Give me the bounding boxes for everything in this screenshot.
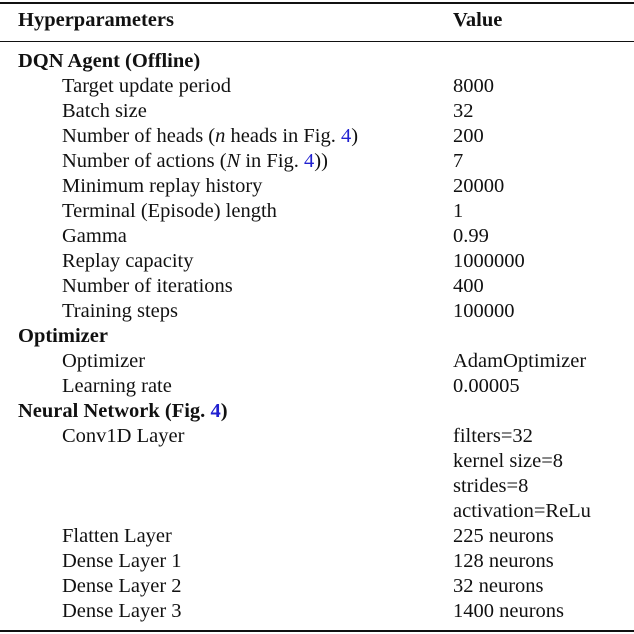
table-header — [0, 8, 634, 33]
table-row — [0, 174, 634, 199]
table-row-continuation — [0, 499, 634, 524]
table-row — [0, 199, 634, 224]
figure-reference-link[interactable]: 4 — [304, 150, 315, 172]
table-row-continuation — [0, 474, 634, 499]
row-value: 1400 neurons — [453, 600, 565, 622]
row-value: filters=32 — [453, 425, 533, 447]
row-value: 20000 — [453, 175, 505, 197]
table-row — [0, 224, 634, 249]
header-value: Value — [453, 9, 503, 31]
row-value: 1 — [453, 200, 464, 222]
table-row — [0, 574, 634, 599]
label-text: )) — [314, 150, 328, 172]
table-row-continuation — [0, 449, 634, 474]
label-text: in Fig. — [240, 150, 305, 172]
top-rule — [0, 2, 634, 4]
row-label: Training steps — [62, 300, 178, 322]
row-value: AdamOptimizer — [453, 350, 587, 372]
row-value: 8000 — [453, 75, 494, 97]
row-label: Dense Layer 3 — [62, 600, 182, 622]
row-label: Number of iterations — [62, 275, 233, 297]
row-value: 400 — [453, 275, 484, 297]
row-label: Gamma — [62, 225, 127, 247]
row-label: Optimizer — [62, 350, 146, 372]
row-label: Dense Layer 2 — [62, 575, 182, 597]
table-row — [0, 374, 634, 399]
row-value: 200 — [453, 125, 484, 147]
figure-reference-link[interactable]: 4 — [340, 125, 352, 147]
table-row — [0, 274, 634, 299]
table-row — [0, 299, 634, 324]
table-row — [0, 149, 634, 174]
row-label: Learning rate — [62, 375, 172, 397]
header-rule — [0, 41, 634, 42]
table-row — [0, 349, 634, 374]
row-label: Dense Layer 1 — [62, 550, 182, 572]
math-symbol: N — [226, 150, 241, 172]
title-text: Neural Network (Fig. — [18, 400, 211, 422]
math-symbol: n — [215, 125, 226, 147]
row-label: Replay capacity — [62, 250, 194, 272]
group-title: Optimizer — [18, 325, 108, 347]
table-row — [0, 99, 634, 124]
header-hyperparameters: Hyperparameters — [18, 9, 174, 31]
row-label — [62, 124, 358, 149]
table-row — [0, 424, 634, 449]
label-text: Number of actions ( — [62, 150, 227, 172]
row-value: kernel size=8 — [453, 450, 564, 472]
row-value: 128 neurons — [453, 550, 554, 572]
row-value: 0.00005 — [453, 375, 520, 397]
row-value: 32 neurons — [453, 575, 544, 597]
group-dqn-agent — [0, 49, 634, 74]
label-text: Number of heads ( — [62, 125, 216, 147]
row-value: strides=8 — [453, 475, 529, 497]
title-text: ) — [220, 400, 228, 422]
table-row — [0, 249, 634, 274]
row-value: 100000 — [453, 300, 515, 322]
table-row — [0, 124, 634, 149]
row-label: Minimum replay history — [62, 175, 263, 197]
table-row — [0, 524, 634, 549]
row-value: 1000000 — [453, 250, 525, 272]
table-row — [0, 599, 634, 624]
group-optimizer — [0, 324, 634, 349]
bottom-rule — [0, 630, 634, 632]
table-row — [0, 74, 634, 99]
row-value: 0.99 — [453, 225, 489, 247]
label-text: ) — [351, 125, 359, 147]
group-neural-network — [0, 399, 634, 424]
row-value: activation=ReLu — [453, 500, 591, 522]
group-title: DQN Agent (Offline) — [18, 50, 201, 72]
row-label: Batch size — [62, 100, 147, 122]
group-title — [18, 399, 228, 424]
figure-reference-link[interactable]: 4 — [210, 400, 221, 422]
row-label: Target update period — [62, 75, 231, 97]
row-label: Flatten Layer — [62, 525, 172, 547]
row-value: 7 — [453, 150, 464, 172]
label-text: heads in Fig. — [225, 125, 341, 147]
row-label: Conv1D Layer — [62, 425, 185, 447]
row-label: Terminal (Episode) length — [62, 200, 277, 222]
row-label — [62, 149, 328, 174]
table-row — [0, 549, 634, 574]
row-value: 225 neurons — [453, 525, 554, 547]
row-value: 32 — [453, 100, 474, 122]
